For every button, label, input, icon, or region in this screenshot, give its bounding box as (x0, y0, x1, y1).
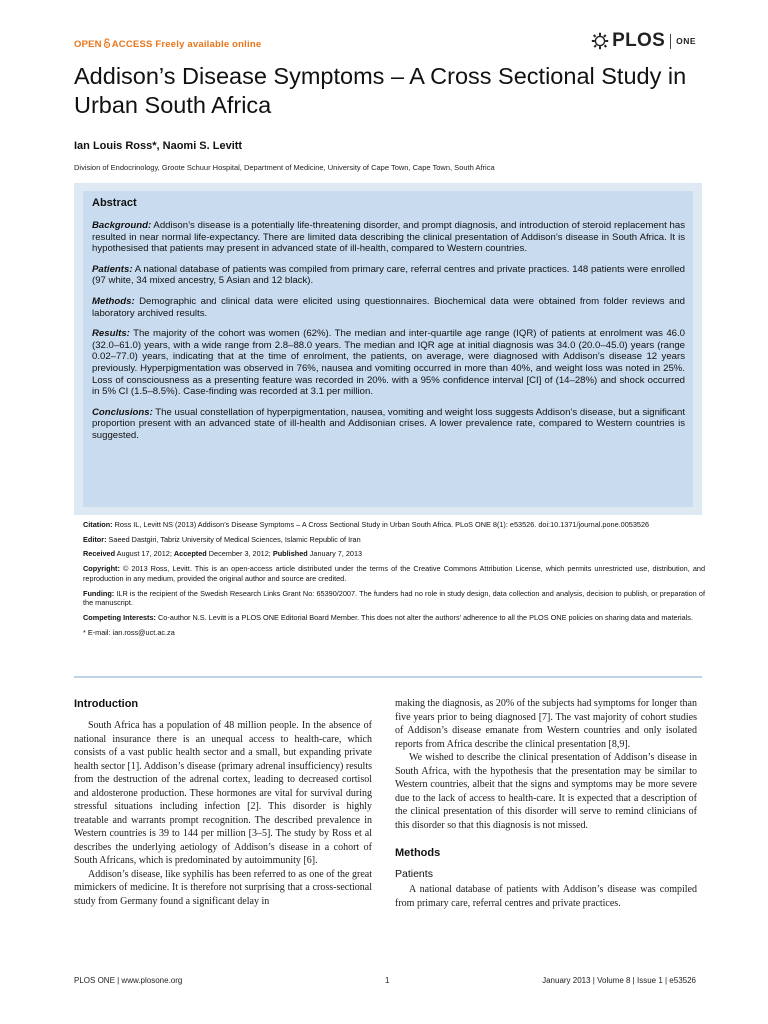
plos-one-logo (591, 30, 696, 52)
meta-label: Competing Interests: (83, 612, 156, 622)
page-number: 1 (385, 976, 390, 985)
funding-text: ILR is the recipient of the Swedish Research Links Grant No: 65390/2007. The funders had no role in study design, data collection and analysis, decision to publish, or preparation of the manuscript. (83, 588, 705, 608)
affiliation: Division of Endocrinology, Groote Schuur Hospital, Department of Medicine, University of Cape Town, Cape Town, South Africa (74, 163, 495, 172)
article-title: Addison’s Disease Symptoms – A Cross Sectional Study in Urban South Africa (74, 63, 687, 118)
abstract-patients (92, 264, 685, 287)
open-access-lock-icon (103, 38, 111, 48)
abstract-lead: Results: (92, 328, 130, 340)
received-date: August 17, 2012; (115, 549, 174, 559)
meta-label: Copyright: (83, 564, 120, 574)
plos-gear-icon (591, 32, 609, 50)
abstract-lead: Methods: (92, 295, 135, 307)
corresponding-email: * E-mail: ian.ross@uct.ac.za (83, 627, 175, 637)
body-right-column (395, 697, 697, 910)
meta-label: Accepted (173, 549, 207, 559)
body-paragraph: South Africa has a population of 48 million people. In the absence of national insurance there is an unequal access to health-care, which consists of a vast public health sector and a small, but expanding private health sector [1]. Addison’s disease (primary adrenal insufficiency) results from the destruction of the adrenal cortex, leading to decreased cortisol and aldosterone production. These hormones are vital for survival during stressful situations including infection [2]. This disorder is highly treatable and warrants prompt recognition. The described prevalence in Western countries is 39 to 144 per million [3–5]. The study by Ross et al describes the underlying aetiology of Addison’s disease in a cohort of South Africans, which is predominated by autoimmunity [6]. (74, 720, 372, 866)
body-left-column (74, 697, 372, 908)
abstract-results (92, 328, 685, 398)
open-access-prefix: OPEN (74, 39, 102, 50)
abstract-panel (83, 191, 693, 507)
plos-wordmark: PLOS (612, 30, 666, 51)
open-access-banner (74, 38, 261, 50)
patients-subheading: Patients (395, 868, 433, 880)
author-list: Ian Louis Ross*, Naomi S. Levitt (74, 140, 243, 152)
meta-label: Editor: (83, 534, 107, 544)
abstract-conclusions (92, 407, 685, 442)
abstract-background (92, 220, 685, 255)
one-wordmark: ONE (676, 36, 696, 46)
abstract-methods (92, 296, 685, 319)
abstract-lead: Conclusions: (92, 406, 153, 418)
copyright (83, 564, 705, 583)
funding (83, 589, 705, 608)
introduction-heading: Introduction (74, 698, 139, 710)
meta-label: Received (83, 549, 116, 559)
body-paragraph: Addison’s disease, like syphilis has been referred to as one of the great mimickers of medicine. It is therefore not surprising that a cross-sectional study from Germany found a significant delay in (74, 868, 372, 907)
abstract-box (74, 183, 702, 515)
accepted-date: December 3, 2012; (206, 549, 273, 559)
copyright-text: © 2013 Ross, Levitt. This is an open-access article distributed under the terms of the Creative Commons Attribution License, which permits unrestricted use, distribution, and reproduction in any medium, provided the original author and source are credited. (83, 564, 705, 583)
methods-heading: Methods (395, 847, 441, 859)
meta-label: Published (272, 549, 308, 559)
editor-text: Saeed Dastgiri, Tabriz University of Medical Sciences, Islamic Republic of Iran (106, 534, 361, 544)
competing-interests (83, 613, 705, 623)
logo-separator (670, 34, 671, 49)
body-paragraph: We wished to describe the clinical presentation of Addison’s disease in South Africa, with the hypothesis that the presentation may be similar to Western countries, albeit that the signs and symptoms may be more severe due to the lack of access to health-care. It is expected that a description of the clinical presentation of this disorder will serve to remind clinicians of this disorder so that this diagnosis is not missed. (395, 752, 697, 831)
body-paragraph: A national database of patients with Addison’s disease was compiled from primary care, referral centres and private practices. (395, 884, 697, 909)
meta-label: Funding: (83, 588, 115, 598)
published-date: January 7, 2013 (307, 549, 363, 559)
footer-issue: January 2013 | Volume 8 | Issue 1 | e53526 (542, 976, 696, 985)
competing-text: Co-author N.S. Levitt is a PLOS ONE Editorial Board Member. This does not alter the authors’ adherence to all the PLOS ONE policies on sharing data and materials. (155, 612, 693, 622)
abstract-text: Addison’s disease is a potentially life-threatening disorder, and prompt diagnosis, and introduction of steroid replacement has resulted in near normal life-expectancy. There are limited data describing the clinical presentation of Addison’s disease in South Africa. It is hypothesised that patients may present in advanced state of ill-health, compared to Western countries. (92, 220, 685, 255)
citation (83, 520, 705, 530)
editor (83, 535, 705, 545)
abstract-text: Demographic and clinical data were elicited using questionnaires. Biochemical data were obtained from folder reviews and laboratory archived results. (92, 295, 685, 319)
footer-journal: PLOS ONE | www.plosone.org (74, 976, 183, 985)
abstract-lead: Patients: (92, 263, 133, 275)
meta-label: Citation: (83, 520, 113, 529)
open-access-suffix: ACCESS Freely available online (111, 39, 262, 50)
metadata-divider (74, 676, 702, 678)
body-paragraph: making the diagnosis, as 20% of the subjects had symptoms for longer than five years prior to being diagnosed [7]. The vast majority of cohort studies of Addison’s disease emanate from Western countries and only isolated reports from Africa describe the clinical presentation [8,9]. (395, 698, 697, 750)
article-metadata (83, 520, 705, 642)
section-spacer (395, 832, 697, 846)
abstract-lead: Background: (92, 220, 152, 231)
abstract-text: A national database of patients was compiled from primary care, referral centres and private practices. 148 patients were enrolled (97 white, 34 mixed ancestry, 5 Asian and 12 black). (92, 263, 685, 287)
abstract-text: The majority of the cohort was women (62%). The median and inter-quartile age range (IQR) of patients at enrolment was 46.0 (32.0–61.0) years, with a wide range from 2.8–88.0 years. The median and IQR age at initial diagnosis was 34.0 (20.0–45.0) years (range 0.02–77.0) years, indicating that at the time of enrolment, the patients, on average, were diagnosed with Addison’s disease 12 years previously. Hyperpigmentation was observed in 76%, nausea and vomiting occurred in more than 40%, and weight loss was noted in 25%. Loss of consciousness as a presenting feature was recorded in 20%. with a 95% confidence interval [CI] of (14–28%) and shock occurred in 5% CI (1.5–8.5%). Case-finding was recorded at 3.1 per million. (92, 328, 685, 398)
dates (83, 549, 705, 559)
abstract-heading: Abstract (92, 197, 137, 209)
abstract-text: The usual constellation of hyperpigmentation, nausea, vomiting and weight loss suggests Addison’s disease, but a significant proportion present with an advanced state of ill-health and Addisonian crises. A lower prevalence rate, compared to Western countries is suggested. (92, 406, 685, 441)
citation-text: Ross IL, Levitt NS (2013) Addison’s Disease Symptoms – A Cross Sectional Study in Urban South Africa. PLoS ONE 8(1): e53526. doi:10.1371/journal.pone.0053526 (112, 520, 650, 529)
